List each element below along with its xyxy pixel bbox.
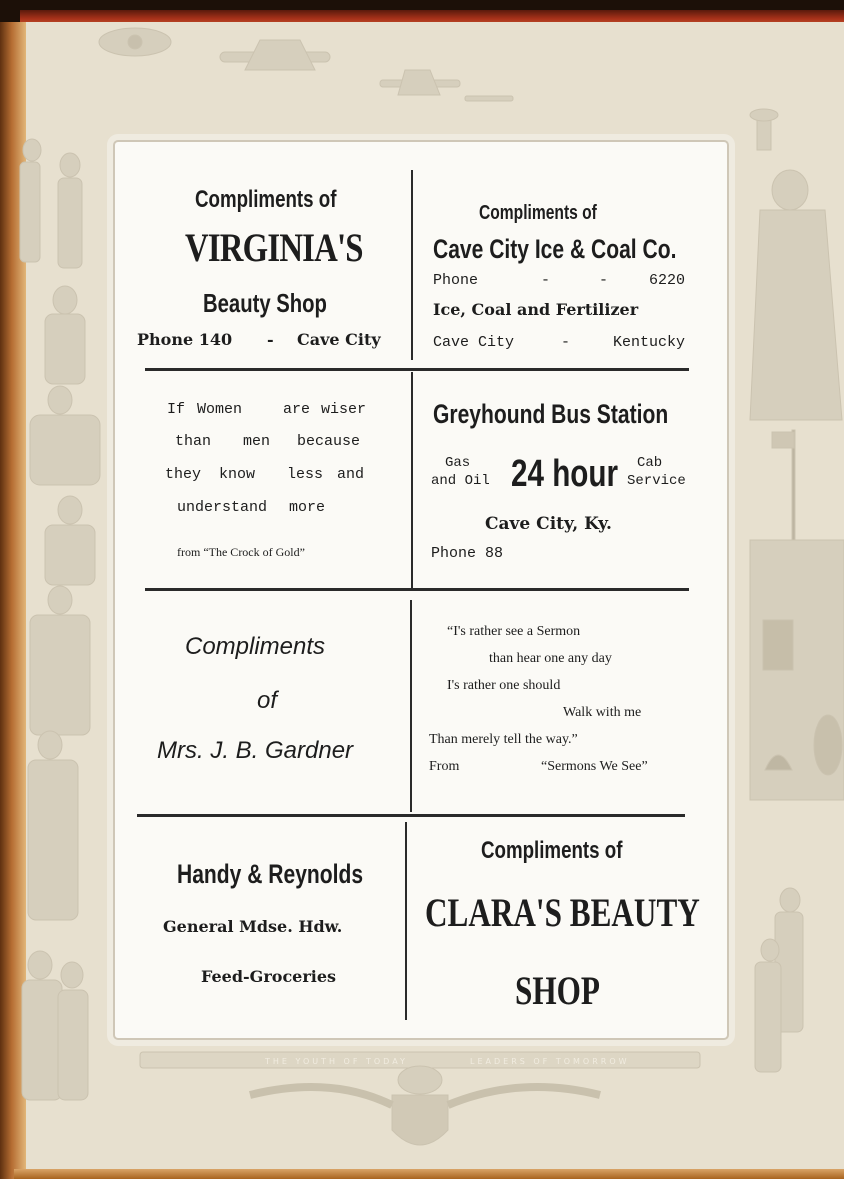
virginias-dash: - — [267, 330, 274, 349]
gardner-compliments: Compliments — [185, 633, 326, 660]
quote-word: they — [165, 466, 202, 483]
sermon-line: I's rather one should — [447, 678, 561, 693]
ice-dash: - — [561, 334, 571, 351]
greyhound-title: Greyhound Bus Station — [433, 399, 669, 429]
greyhound-24-hour: 24 hour — [511, 453, 619, 495]
ad-quote-women — [115, 371, 411, 588]
ice-state: Kentucky — [613, 334, 686, 351]
gardner-of: of — [257, 687, 278, 714]
sermon-line: Than merely tell the way.” — [429, 732, 578, 747]
crowd-figures-illustration — [755, 888, 803, 1072]
virginias-beauty-shop: Beauty Shop — [203, 288, 327, 318]
airplane-icon — [99, 28, 171, 56]
banner-left-text: THE YOUTH OF TODAY — [265, 1057, 408, 1066]
ice-dash: - — [599, 272, 609, 289]
building-illustration — [750, 430, 844, 800]
greyhound-cab: Cab — [637, 455, 663, 471]
quote-word: more — [289, 499, 326, 516]
ice-compliments: Compliments of — [479, 202, 597, 224]
advertisement-panel — [113, 140, 729, 1040]
ad-virginias — [115, 142, 411, 368]
ad-handy-reynolds — [115, 817, 407, 1038]
virginias-compliments: Compliments of — [195, 186, 337, 213]
virginias-phone: Phone 140 — [137, 330, 233, 349]
sermon-from: From — [429, 759, 460, 774]
quote-source: from “The Crock of Gold” — [177, 545, 305, 559]
quote-word: less — [287, 466, 324, 483]
airplane-icon — [220, 40, 330, 70]
airplane-icon — [380, 70, 460, 95]
quote-word: If — [167, 401, 186, 418]
sermon-source: “Sermons We See” — [541, 759, 648, 774]
virginias-name: VIRGINIA'S — [185, 225, 363, 270]
quote-word: because — [297, 433, 361, 450]
ad-mrs-gardner — [115, 591, 411, 814]
ice-company-name: Cave City Ice & Coal Co. — [433, 234, 677, 264]
claras-compliments: Compliments of — [481, 837, 623, 864]
greyhound-service: Service — [627, 473, 686, 489]
sermon-line: than hear one any day — [489, 651, 612, 666]
quote-word: and — [337, 466, 365, 483]
quote-word: know — [219, 466, 256, 483]
ice-phone-number: 6220 — [649, 272, 686, 289]
banner-right-text: LEADERS OF TOMORROW — [470, 1057, 630, 1066]
greyhound-city: Cave City, Ky. — [485, 514, 612, 534]
sermon-line: Walk with me — [563, 705, 642, 720]
statue-of-liberty-illustration — [750, 109, 842, 420]
ice-phone-label: Phone — [433, 272, 479, 289]
greyhound-gas: Gas — [445, 455, 471, 471]
ad-sermon-quote — [413, 591, 727, 814]
claras-name: CLARA'S BEAUTY — [425, 890, 700, 935]
quote-word: than — [175, 433, 212, 450]
crowd-figures-illustration — [20, 139, 100, 1100]
ad-greyhound-bus-station — [413, 371, 727, 588]
claras-shop: SHOP — [515, 968, 600, 1013]
quote-word: understand — [177, 499, 268, 516]
ad-claras-beauty-shop — [409, 817, 727, 1038]
greyhound-phone: Phone 88 — [431, 545, 504, 562]
eagle-shield-emblem — [250, 1066, 600, 1145]
quote-word: are — [283, 401, 311, 418]
ad-cave-city-ice-coal — [413, 142, 727, 368]
gardner-name: Mrs. J. B. Gardner — [157, 737, 354, 764]
ice-dash: - — [541, 272, 551, 289]
quote-word: men — [243, 433, 271, 450]
sermon-line: “I's rather see a Sermon — [447, 624, 581, 639]
handy-name: Handy & Reynolds — [177, 859, 364, 889]
handy-line2: General Mdse. Hdw. — [163, 917, 343, 936]
handy-line3: Feed-Groceries — [201, 967, 337, 986]
virginias-city: Cave City — [297, 330, 381, 349]
airplane-icon — [465, 96, 513, 101]
quote-word: Women — [197, 401, 243, 418]
greyhound-oil: and Oil — [431, 473, 490, 489]
quote-word: wiser — [321, 401, 367, 418]
ice-products: Ice, Coal and Fertilizer — [433, 300, 639, 319]
ice-city: Cave City — [433, 334, 515, 351]
